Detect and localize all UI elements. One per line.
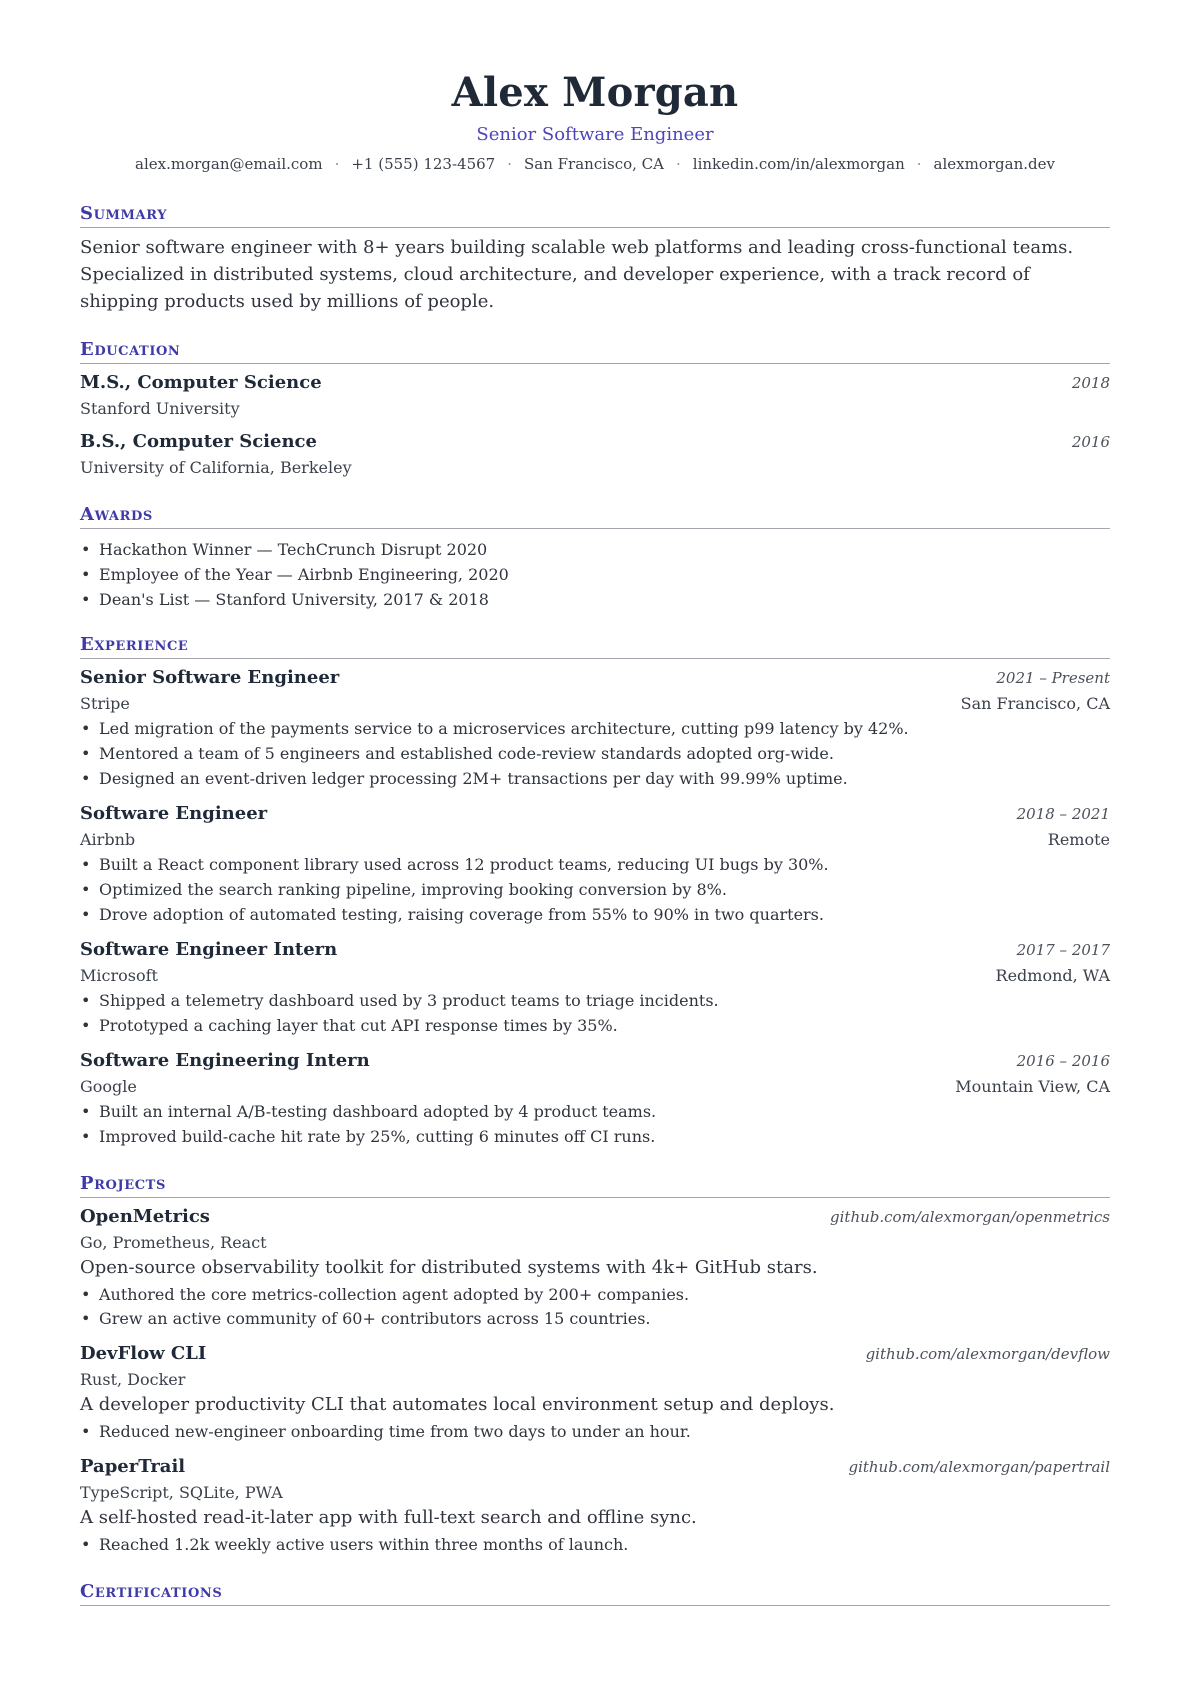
contact-linkedin[interactable]: linkedin.com/in/alexmorgan [692,155,905,173]
experience-bullet: • Improved build-cache hit rate by 25%, cutting 6 minutes off CI runs. [80,1124,1110,1149]
project-stack: TypeScript, SQLite, PWA [80,1483,283,1502]
contact-line [80,153,1110,175]
experience-item [80,1048,1110,1149]
education-row [80,370,1110,396]
experience-company: Airbnb [80,830,136,849]
award-item: • Hackathon Winner — TechCrunch Disrupt 2020 [80,537,1110,562]
experience-company: Microsoft [80,966,158,985]
experience-bullets [80,852,1110,927]
education-year: 2018 [1071,374,1110,392]
experience-bullet: • Designed an event-driven ledger processing 2M+ transactions per day with 99.99% uptime. [80,766,1110,791]
award-item: • Dean's List — Stanford University, 2017 & 2018 [80,587,1110,612]
experience-row [80,827,1110,852]
experience-role: Software Engineer Intern [80,939,338,960]
section-title: Summary [80,203,1110,228]
experience-dates: 2017 – 2017 [1016,941,1110,959]
experience-bullet: • Drove adoption of automated testing, raising coverage from 55% to 90% in two quarters. [80,902,1110,927]
experience-item [80,801,1110,927]
awards-list [80,537,1110,612]
experience-company: Stripe [80,694,130,713]
certifications-section [80,1581,1110,1606]
experience-role: Senior Software Engineer [80,667,340,688]
education-item [80,429,1110,480]
project-description: Open-source observability toolkit for distributed systems with 4k+ GitHub stars. [80,1257,818,1278]
experience-row [80,963,1110,988]
experience-bullets [80,716,1110,791]
section-title: Experience [80,634,1110,659]
contact-separator: · [916,155,922,173]
experience-bullets [80,988,1110,1038]
education-school: Stanford University [80,399,240,418]
education-list [80,370,1110,480]
award-item: • Employee of the Year — Airbnb Engineering, 2020 [80,562,1110,587]
section-title: Awards [80,504,1110,529]
candidate-name: Alex Morgan [451,69,739,116]
experience-row [80,1074,1110,1099]
project-name: DevFlow CLI [80,1343,207,1364]
experience-location: San Francisco, CA [960,694,1110,713]
experience-location: Mountain View, CA [955,1077,1110,1096]
experience-bullet: • Built an internal A/B-testing dashboard adopted by 4 product teams. [80,1099,1110,1124]
contact-separator: · [507,155,512,173]
project-item [80,1454,1110,1557]
experience-company: Google [80,1077,137,1096]
contact-separator: · [334,155,340,173]
experience-list [80,665,1110,1149]
education-section [80,339,1110,480]
project-stack: Go, Prometheus, React [80,1233,267,1252]
experience-dates: 2018 – 2021 [1016,805,1110,823]
project-item [80,1341,1110,1444]
project-description: A self-hosted read-it-later app with full-text search and offline sync. [80,1507,697,1528]
project-bullet: • Reached 1.2k weekly active users within three months of launch. [80,1533,1110,1557]
experience-bullet: • Led migration of the payments service to a microservices architecture, cutting p99 latency by 42%. [80,716,1110,741]
project-link[interactable]: github.com/alexmorgan/devflow [865,1345,1110,1363]
contact-phone: +1 (555) 123-4567 [351,155,496,173]
project-bullet: • Grew an active community of 60+ contributors across 15 countries. [80,1307,1110,1331]
project-bullet: • Reduced new-engineer onboarding time from two days to under an hour. [80,1420,1110,1444]
experience-bullet: • Mentored a team of 5 engineers and established code-review standards adopted org-wide. [80,741,1110,766]
experience-bullets [80,1099,1110,1149]
projects-section [80,1173,1110,1557]
project-link[interactable]: github.com/alexmorgan/papertrail [848,1458,1110,1476]
experience-row [80,665,1110,691]
projects-list [80,1204,1110,1557]
project-row [80,1341,1110,1367]
candidate-role: Senior Software Engineer [476,124,714,145]
project-row [80,1204,1110,1230]
education-row [80,429,1110,455]
experience-dates: 2021 – Present [996,669,1110,687]
contact-email[interactable]: alex.morgan@email.com [135,155,323,173]
project-name: OpenMetrics [80,1206,210,1227]
education-item [80,370,1110,421]
experience-location: Remote [1047,830,1110,849]
awards-section [80,504,1110,612]
experience-bullet: • Built a React component library used across 12 product teams, reducing UI bugs by 30%. [80,852,1110,877]
summary-section [80,203,1110,315]
education-school: University of California, Berkeley [80,458,352,477]
contact-website[interactable]: alexmorgan.dev [933,155,1055,173]
project-item [80,1204,1110,1331]
resume-header [80,66,1110,175]
experience-row [80,801,1110,827]
experience-bullet: • Prototyped a caching layer that cut API response times by 35%. [80,1013,1110,1038]
experience-dates: 2016 – 2016 [1016,1052,1110,1070]
experience-row [80,937,1110,963]
education-degree: M.S., Computer Science [80,372,322,393]
project-bullets [80,1420,1110,1444]
education-year: 2016 [1071,433,1110,451]
project-row [80,1454,1110,1480]
project-bullets [80,1533,1110,1557]
contact-location: San Francisco, CA [523,155,664,173]
experience-role: Software Engineer [80,803,268,824]
experience-item [80,665,1110,791]
project-stack: Rust, Docker [80,1370,186,1389]
project-name: PaperTrail [80,1456,186,1477]
section-title: Education [80,339,1110,364]
project-bullets [80,1283,1110,1331]
experience-section [80,634,1110,1149]
experience-role: Software Engineering Intern [80,1050,370,1071]
project-description: A developer productivity CLI that automates local environment setup and deploys. [80,1394,835,1415]
summary-text: Senior software engineer with 8+ years building scalable web platforms and leading cross-functional teams. Specialized in distributed systems, cloud architecture, and developer experience, with a track record of shipping products used by millions of people. [80,237,1074,312]
experience-row [80,691,1110,716]
experience-bullet: • Shipped a telemetry dashboard used by 3 product teams to triage incidents. [80,988,1110,1013]
project-bullet: • Authored the core metrics-collection agent adopted by 200+ companies. [80,1283,1110,1307]
experience-location: Redmond, WA [995,966,1110,985]
section-title: Projects [80,1173,1110,1198]
experience-bullet: • Optimized the search ranking pipeline, improving booking conversion by 8%. [80,877,1110,902]
project-link[interactable]: github.com/alexmorgan/openmetrics [830,1208,1110,1226]
experience-row [80,1048,1110,1074]
experience-item [80,937,1110,1038]
education-degree: B.S., Computer Science [80,431,317,452]
contact-separator: · [676,155,681,173]
section-title: Certifications [80,1581,1110,1606]
